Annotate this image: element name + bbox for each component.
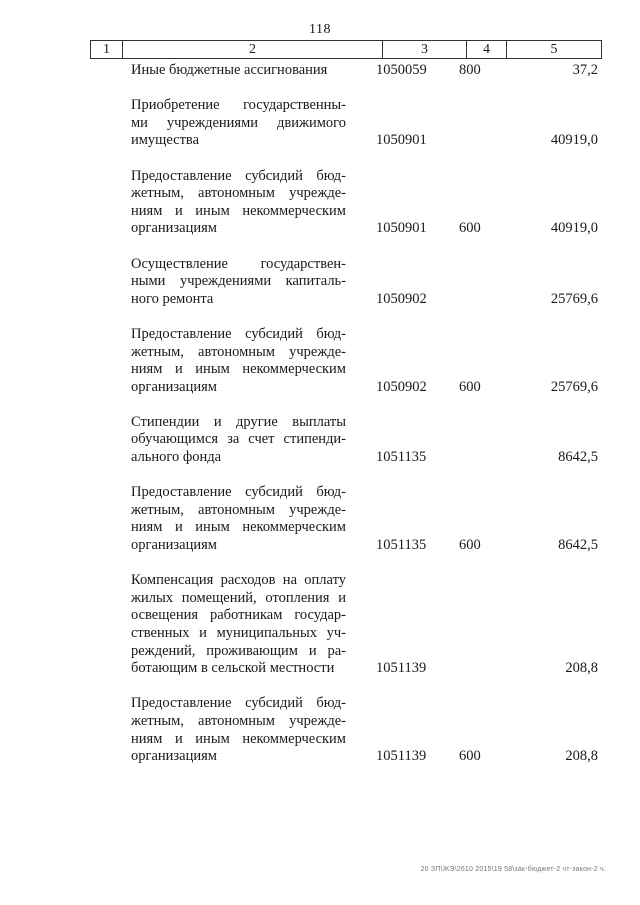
row-description (131, 695, 346, 765)
description-line: ственных и муниципальных уч- (131, 625, 346, 641)
page-number: 118 (309, 22, 331, 37)
row-description (131, 62, 346, 80)
row-code: 1051139 (376, 660, 427, 677)
row-expense-type: 600 (459, 378, 481, 395)
description-line: Предоставление субсидий бюд- (131, 325, 346, 342)
description-line: ными учреждениями капиталь- (131, 273, 346, 290)
description-line: жетным, автономным учрежде- (131, 712, 346, 729)
description-line: жетным, автономным учрежде- (131, 501, 346, 518)
description-line: ниям и иным некоммерческим (131, 519, 346, 536)
description-line: ми учреждениями движимого (131, 114, 346, 131)
row-amount: 8642,5 (558, 537, 598, 554)
description-line: освещения работникам государ- (131, 607, 346, 624)
description-line: Предоставление субсидий бюд- (131, 167, 346, 184)
description-line: имущества (131, 132, 200, 149)
row-amount: 208,8 (565, 660, 598, 677)
description-line: жилых помещений, отопления и (131, 589, 346, 606)
row-code: 1050902 (376, 378, 427, 395)
description-line: обучающимся за счет стипенди- (131, 431, 346, 448)
description-line: организациям (131, 220, 217, 237)
row-code: 1050901 (376, 220, 427, 237)
row-description (131, 256, 346, 309)
row-amount: 25769,6 (550, 378, 598, 395)
description-line: жетным, автономным учрежде- (131, 185, 346, 202)
row-code: 1051135 (376, 537, 427, 554)
description-line: Компенсация расходов на оплату (131, 572, 346, 589)
row-amount: 37,2 (572, 62, 598, 78)
row-code: 1051135 (376, 449, 427, 466)
row-amount: 208,8 (565, 748, 598, 765)
footer-file-path: 20 ЗП\ЖЭ\2610 2015\19 58\зак-бюджет-2 чт-закон-2 ч. (420, 866, 606, 873)
description-line: ниям и иным некоммерческим (131, 730, 346, 747)
table-row (0, 572, 640, 678)
description-line: ботающим в сельской местности (131, 660, 335, 677)
table-row (0, 62, 640, 80)
description-line: Предоставление субсидий бюд- (131, 695, 346, 712)
row-amount: 40919,0 (550, 220, 598, 237)
table-row (0, 256, 640, 309)
row-code: 1051139 (376, 748, 427, 765)
table-row (0, 484, 640, 554)
header-col-1: 1 (91, 41, 123, 58)
table-header (90, 40, 602, 59)
row-expense-type: 600 (459, 748, 481, 765)
row-expense-type: 600 (459, 220, 481, 237)
header-col-5: 5 (550, 42, 558, 57)
row-description (131, 484, 346, 554)
description-line: реждений, проживающим и ра- (131, 642, 346, 659)
table-row (0, 414, 640, 467)
header-col-3: 3 (383, 41, 467, 58)
description-line: ниям и иным некоммерческим (131, 361, 346, 378)
description-line: организациям (131, 537, 217, 554)
header-col-4: 4 (467, 41, 507, 58)
row-code: 1050059 (376, 62, 427, 78)
description-line: ниям и иным некоммерческим (131, 202, 346, 219)
description-line: организациям (131, 748, 217, 765)
header-col-2: 2 (123, 41, 383, 58)
row-description (131, 572, 346, 678)
description-line: Предоставление субсидий бюд- (131, 484, 346, 501)
row-amount: 8642,5 (558, 449, 598, 466)
table-row (0, 326, 640, 396)
row-description (131, 326, 346, 396)
table-row (0, 168, 640, 238)
description-line: Приобретение государственны- (131, 97, 346, 114)
description-line: Иные бюджетные ассигнования (131, 62, 328, 78)
row-amount: 40919,0 (550, 132, 598, 149)
description-line: Осуществление государствен- (131, 255, 346, 272)
row-description (131, 414, 346, 467)
description-line: жетным, автономным учрежде- (131, 343, 346, 360)
table-body (0, 62, 640, 766)
description-line: ального фонда (131, 449, 222, 466)
row-amount: 25769,6 (550, 290, 598, 307)
row-description (131, 97, 346, 150)
row-description (131, 168, 346, 238)
row-expense-type: 600 (459, 537, 481, 554)
row-code: 1050902 (376, 290, 427, 307)
row-code: 1050901 (376, 132, 427, 149)
description-line: организациям (131, 378, 217, 395)
table-row (0, 695, 640, 765)
description-line: ного ремонта (131, 290, 214, 307)
row-expense-type: 800 (459, 62, 481, 78)
table-row (0, 97, 640, 150)
description-line: Стипендии и другие выплаты (131, 413, 346, 430)
